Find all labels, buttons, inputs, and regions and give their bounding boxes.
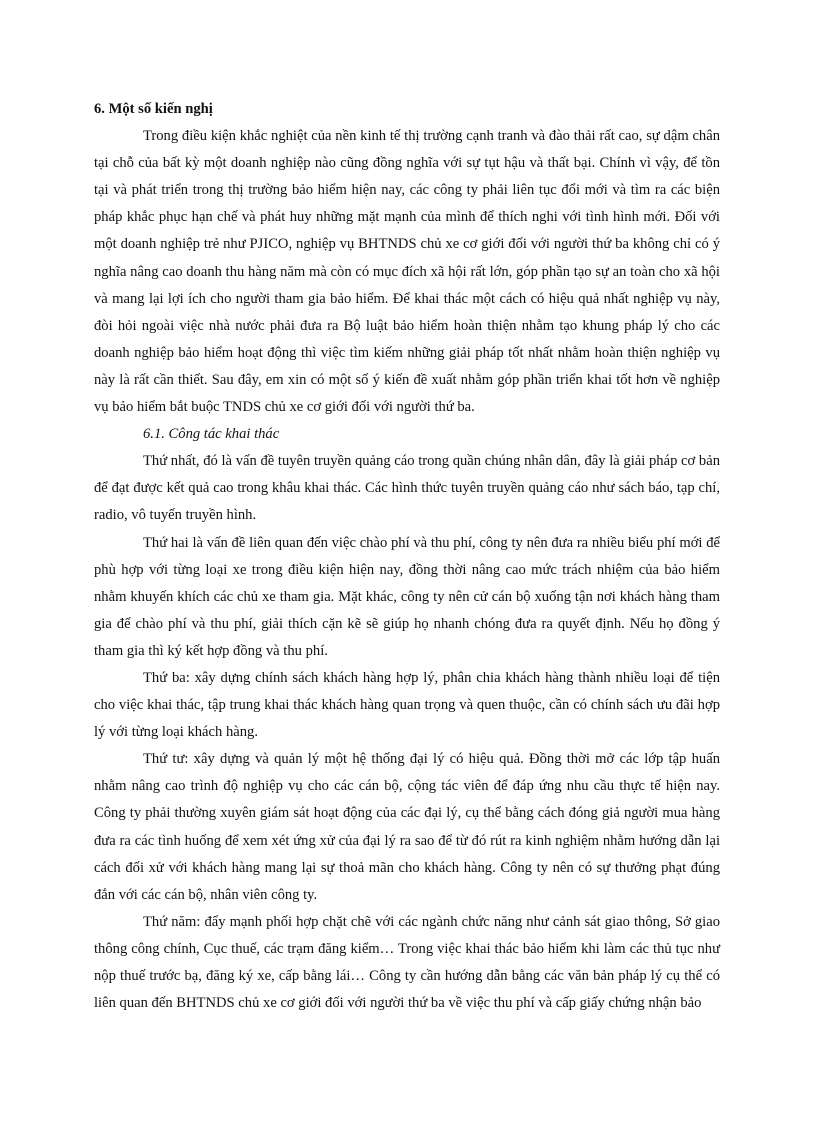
section-title: 6. Một số kiến nghị [94,101,213,117]
intro-paragraph: Trong điều kiện khắc nghiệt của nền kinh tế thị trường cạnh tranh và đào thải rất cao, sự dậm chân tại chỗ của bất kỳ một doanh nghiệp nào cũng đồng nghĩa với sự tụt hậu và thất bại. Chính vì vậy, để tồn tại và phát triển trong thị trường bảo hiểm hiện nay, các công ty phải liên tục đổi mới và tìm ra các biện pháp khắc phục hạn chế và phát huy những mặt mạnh của mình để thích nghi với tình hình mới. Đối với một doanh nghiệp trẻ như PJICO, nghiệp vụ BHTNDS chủ xe cơ giới đối với người thứ ba không chỉ có ý nghĩa nâng cao doanh thu hàng năm mà còn có mục đích xã hội rất lớn, góp phần tạo sự an toàn cho xã hội và mang lại lợi ích cho người tham gia bảo hiểm. Để khai thác một cách có hiệu quả nhất nghiệp vụ này, đòi hỏi ngoài việc nhà nước phải đưa ra Bộ luật bảo hiểm hoàn thiện nhằm tạo khung pháp lý cho các doanh nghiệp bảo hiểm hoạt động thì việc tìm kiếm những giải pháp tốt nhất nhằm hoàn thiện nghiệp vụ này là rất cần thiết. Sau đây, em xin có một số ý kiến đề xuất nhằm góp phần triển khai tốt hơn về nghiệp vụ bảo hiểm bắt buộc TNDS chủ xe cơ giới đối với người thứ ba. [94,128,720,416]
paragraph-4: Thứ tư: xây dựng và quản lý một hệ thống đại lý có hiệu quả. Đồng thời mở các lớp tập huấn nhằm nâng cao trình độ nghiệp vụ cho các cán bộ, cộng tác viên để đáp ứng nhu cầu thực tế hiện nay. Công ty phải thường xuyên giám sát hoạt động của các đại lý, cụ thể bằng cách đóng giả người mua hàng đưa ra các tình huống để xem xét ứng xử của đại lý ra sao để từ đó rút ra kinh nghiệm nhằm hướng dẫn lại cách đối xử với khách hàng mang lại sự thoả mãn cho khách hàng. Công ty nên có sự thưởng phạt đúng đắn với các cán bộ, nhân viên công ty. [94,751,720,903]
subsection-title: 6.1. Công tác khai thác [143,426,280,443]
paragraph-1: Thứ nhất, đó là vấn đề tuyên truyền quảng cáo trong quần chúng nhân dân, đây là giải pháp cơ bản để đạt được kết quả cao trong khâu khai thác. Các hình thức tuyên truyền quảng cáo như sách báo, tạp chí, radio, vô tuyến truyền hình. [94,453,720,524]
paragraph-2: Thứ hai là vấn đề liên quan đến việc chào phí và thu phí, công ty nên đưa ra nhiều biểu phí mới để phù hợp với từng loại xe trong điều kiện hiện nay, đồng thời nâng cao mức trách nhiệm của bảo hiểm nhằm khuyến khích các chủ xe tham gia. Mặt khác, công ty nên cử cán bộ xuống tận nơi khách hàng tham gia để chào phí và thu phí, giải thích cặn kẽ sẽ giúp họ nhanh chóng đưa ra quyết định. Nếu họ đồng ý tham gia thì ký kết hợp đồng và thu phí. [94,534,720,659]
paragraph-5: Thứ năm: đẩy mạnh phối hợp chặt chẽ với các ngành chức năng như cảnh sát giao thông, Sở giao thông công chính, Cục thuế, các trạm đăng kiểm… Trong việc khai thác bảo hiểm khi làm các thủ tục như nộp thuế trước bạ, đăng ký xe, cấp bằng lái… Công ty cần hướng dẫn bằng các văn bản pháp lý cụ thể có liên quan đến BHTNDS chủ xe cơ giới đối với người thứ ba về việc thu phí và cấp giấy chứng nhận bảo [94,913,720,1012]
document-page [94,96,720,1017]
paragraph-3: Thứ ba: xây dựng chính sách khách hàng hợp lý, phân chia khách hàng thành nhiều loại để tiện cho việc khai thác, tập trung khai thác khách hàng quan trọng và quen thuộc, cần có chính sách ưu đãi hợp lý với từng loại khách hàng. [94,669,720,741]
